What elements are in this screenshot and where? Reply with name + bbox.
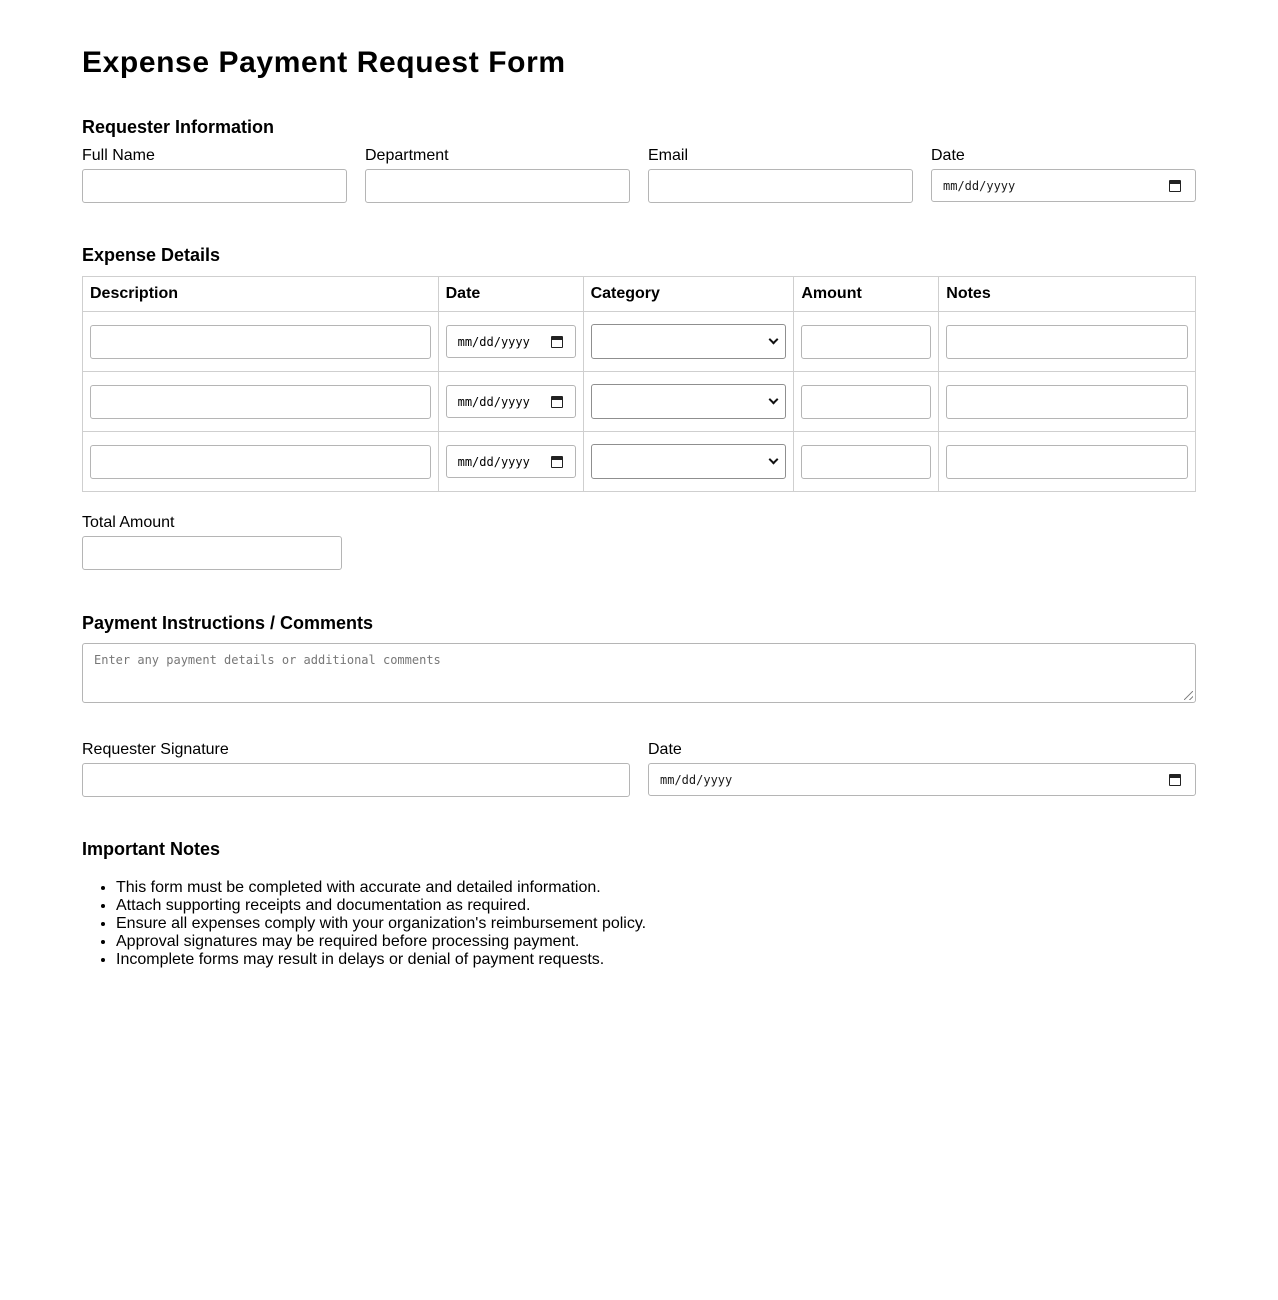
request-date-label: Date [931, 147, 965, 164]
category-select[interactable] [591, 384, 787, 419]
expense-date-input[interactable] [446, 385, 576, 418]
notes-section-heading: Important Notes [82, 839, 221, 859]
category-select[interactable] [591, 324, 787, 359]
notes-input[interactable] [946, 445, 1188, 479]
column-header-category: Category [583, 277, 794, 312]
calendar-icon[interactable] [551, 456, 563, 468]
total-amount-label: Total Amount [82, 514, 175, 531]
signature-label: Requester Signature [82, 741, 229, 758]
amount-input[interactable] [801, 325, 931, 359]
column-header-description: Description [83, 277, 439, 312]
expense-date-placeholder: mm/dd/yyyy [457, 454, 530, 469]
notes-input[interactable] [946, 385, 1188, 419]
calendar-icon[interactable] [551, 396, 563, 408]
calendar-icon[interactable] [551, 336, 563, 348]
page-title: Expense Payment Request Form [82, 46, 566, 79]
email-label: Email [648, 147, 689, 164]
list-item: • Attach supporting receipts and documentation as required. [116, 897, 646, 915]
calendar-icon[interactable] [1169, 180, 1181, 192]
full-name-input[interactable] [82, 169, 347, 203]
column-header-notes: Notes [939, 277, 1196, 312]
description-input[interactable] [90, 325, 431, 359]
email-input[interactable] [648, 169, 913, 203]
requester-section-heading: Requester Information [82, 117, 275, 137]
resize-handle-icon[interactable] [1184, 691, 1193, 700]
full-name-label: Full Name [82, 147, 155, 164]
list-item: • This form must be completed with accurate and detailed information. [116, 879, 646, 897]
request-date-placeholder: mm/dd/yyyy [943, 178, 1016, 193]
notes-list [82, 879, 646, 969]
signature-date-input[interactable] [648, 763, 1196, 796]
table-row [83, 432, 1196, 492]
category-select[interactable] [591, 444, 787, 479]
department-input[interactable] [365, 169, 630, 203]
expense-date-placeholder: mm/dd/yyyy [457, 394, 530, 409]
column-header-date: Date [438, 277, 583, 312]
list-item: • Approval signatures may be required before processing payment. [116, 933, 646, 951]
amount-input[interactable] [801, 445, 931, 479]
column-header-amount: Amount [794, 277, 939, 312]
expense-date-input[interactable] [446, 325, 576, 358]
expense-date-placeholder: mm/dd/yyyy [457, 334, 530, 349]
list-item: • Incomplete forms may result in delays or denial of payment requests. [116, 951, 646, 969]
description-input[interactable] [90, 445, 431, 479]
request-date-input[interactable] [931, 169, 1196, 202]
department-label: Department [365, 147, 449, 164]
signature-date-placeholder: mm/dd/yyyy [660, 772, 733, 787]
chevron-down-icon [769, 335, 779, 345]
description-input[interactable] [90, 385, 431, 419]
amount-input[interactable] [801, 385, 931, 419]
payment-comments-textarea[interactable] [82, 643, 1196, 703]
total-amount-input[interactable] [82, 536, 342, 570]
payment-section-heading: Payment Instructions / Comments [82, 613, 374, 633]
chevron-down-icon [769, 455, 779, 465]
expense-date-input[interactable] [446, 445, 576, 478]
expense-section-heading: Expense Details [82, 245, 221, 265]
signature-date-label: Date [648, 741, 682, 758]
expense-table [82, 276, 1196, 492]
expense-table-header [83, 277, 1196, 312]
chevron-down-icon [769, 395, 779, 405]
notes-input[interactable] [946, 325, 1188, 359]
table-row [83, 312, 1196, 372]
table-row [83, 372, 1196, 432]
payment-comments-placeholder: Enter any payment details or additional comments [94, 653, 441, 667]
signature-input[interactable] [82, 763, 630, 797]
list-item: • Ensure all expenses comply with your organization's reimbursement policy. [116, 915, 646, 933]
calendar-icon[interactable] [1169, 774, 1181, 786]
